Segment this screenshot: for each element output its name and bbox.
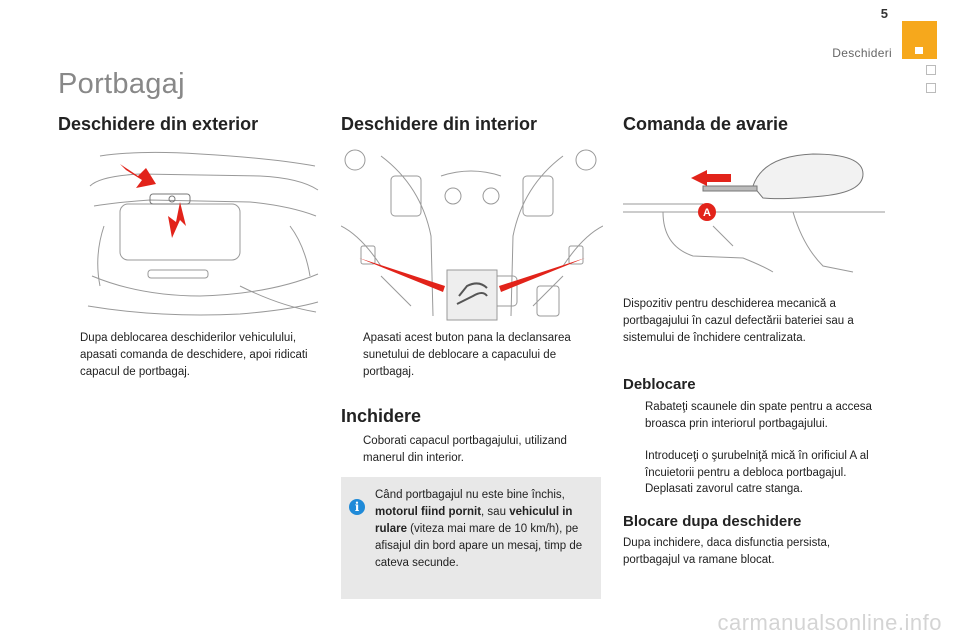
- emergency-release-illustration: [623, 146, 888, 276]
- svg-text:A: A: [703, 207, 711, 219]
- watermark: carmanualsonline.info: [717, 610, 942, 635]
- arrow-left-icon: [691, 170, 731, 186]
- info-note: [341, 477, 601, 599]
- info-note-text: Când portbagajul nu este bine închis, motorul fiind pornit, sau vehiculul in rulare (viteza mai mare de 10 km/h), pe afisajul din bord apare un mesaj, timp de cateva secunde.: [375, 489, 583, 569]
- chapter-tab-active[interactable]: [902, 21, 937, 59]
- info-icon: i: [349, 499, 365, 515]
- heading-closing: Inchidere: [341, 406, 422, 426]
- exterior-opening-illustration: [80, 146, 320, 318]
- lock-after-opening-text: Dupa inchidere, daca disfunctia persista, portbagajul va ramane blocat.: [623, 537, 831, 566]
- heading-unlock: Deblocare: [623, 376, 696, 393]
- arrow-lift-icon: [120, 164, 156, 188]
- screwdriver-handle-icon: [753, 154, 863, 199]
- bullet-interior: Apasati acest buton pana la declansarea sunetului de deblocare a capacului de portbagaj.: [363, 332, 571, 378]
- bullet-unlock-1: Rabateţi scaunele din spate pentru a accesa broasca prin interiorul portbagajului.: [645, 401, 872, 430]
- bullet-closing: Coborati capacul portbagajului, utilizand manerul din interior.: [363, 435, 567, 464]
- heading-emergency: Comanda de avarie: [623, 114, 789, 134]
- tab-square-icon: [915, 47, 923, 54]
- trunk-release-button-icon: [447, 270, 497, 320]
- interior-button-illustration: [341, 146, 603, 321]
- section-label: Deschideri: [832, 46, 892, 60]
- bullet-exterior: Dupa deblocarea deschiderilor vehiculului, apasati comanda de deschidere, apoi ridicati capacul de portbagaj.: [80, 332, 308, 378]
- arrow-press-icon: [168, 202, 186, 238]
- heading-interior: Deschidere din interior: [341, 114, 538, 134]
- heading-exterior: Deschidere din exterior: [58, 114, 259, 134]
- page-title: Portbagaj: [58, 68, 185, 100]
- chapter-tab[interactable]: [926, 65, 936, 75]
- heading-lock-after-opening: Blocare dupa deschidere: [623, 513, 802, 530]
- bullet-unlock-3: Deplasati zavorul catre stanga.: [645, 483, 803, 495]
- bullet-unlock-2: Introduceţi o şurubelniţă mică în orificiul A al încuietorii pentru a debloca portbagajul.: [645, 450, 869, 479]
- chapter-tab[interactable]: [926, 83, 936, 93]
- page-number: 5: [880, 6, 888, 21]
- emergency-intro: Dispozitiv pentru deschiderea mecanică a portbagajului în cazul defectării bateriei sau a sistemului de închidere centralizata.: [623, 298, 854, 344]
